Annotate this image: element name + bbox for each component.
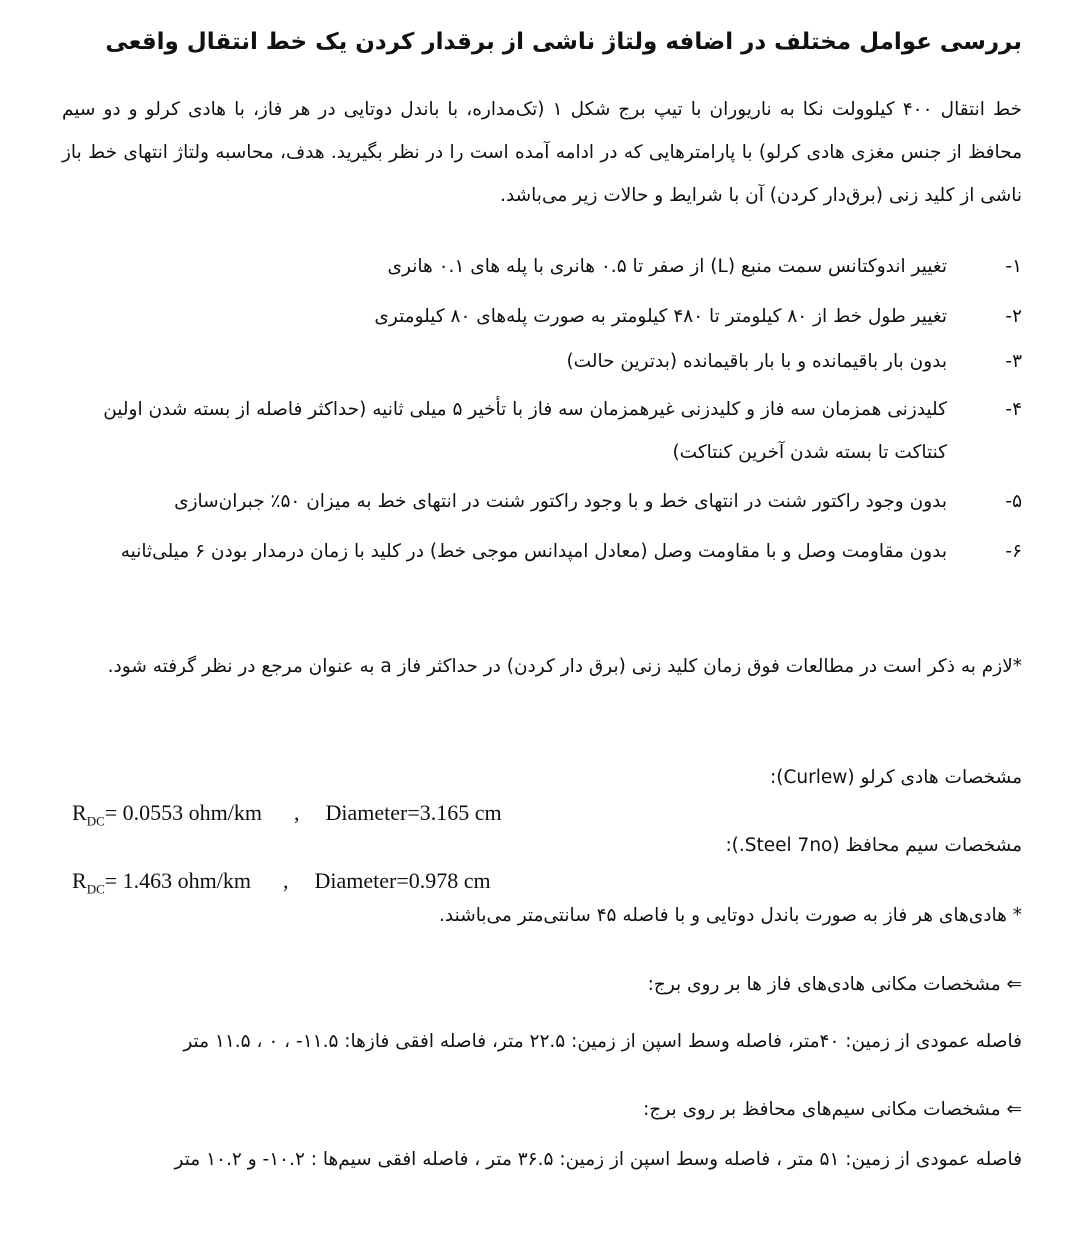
list-item-text: بدون مقاومت وصل و با مقاومت وصل (معادل امپدانس موجی خط) در کلید با زمان درمدار بودن ۶ میلی‌ثانیه [120, 541, 947, 562]
resistance-symbol: R [72, 868, 87, 893]
list-item [62, 340, 1022, 383]
ground-wire-resistance: = 1.463 ohm/km [104, 868, 251, 893]
ground-wire-diameter: Diameter=0.978 cm [314, 868, 491, 893]
separator: , [283, 868, 289, 893]
phase-position-details: فاصله عمودی از زمین: ۴۰متر، فاصله وسط اسپن از زمین: ۲۲.۵ متر، فاصله افقی فازها: ۱۱.۵- ، ۰ ، ۱۱.۵ متر [183, 1031, 1022, 1052]
list-item-text: تغییر طول خط از ۸۰ کیلومتر تا ۴۸۰ کیلومتر به صورت پله‌های ۸۰ کیلومتری [374, 306, 947, 327]
list-item [62, 388, 1022, 474]
list-item-number: ۶- [1005, 541, 1022, 562]
list-item [62, 295, 1022, 338]
list-item [62, 530, 1022, 573]
shield-position-details: فاصله عمودی از زمین: ۵۱ متر ، فاصله وسط اسپن از زمین: ۳۶.۵ متر ، فاصله افقی سیم‌ها : ۱۰.۲- و ۱۰.۲ متر [174, 1149, 1022, 1170]
shield-position-heading: ⇐ مشخصات مکانی سیم‌های محافظ بر روی برج: [643, 1099, 1022, 1120]
reference-note: *لازم به ذکر است در مطالعات فوق زمان کلید زنی (برق دار کردن) در حداکثر فاز a به عنوان مرجع در نظر گرفته شود. [107, 656, 1022, 677]
phase-position-heading: ⇐ مشخصات مکانی هادی‌های فاز ها بر روی برج: [647, 974, 1022, 995]
list-item-number: ۳- [1005, 351, 1022, 372]
list-item-number: ۱- [1005, 256, 1022, 277]
list-item-text: بدون وجود راکتور شنت در انتهای خط و با وجود راکتور شنت در انتهای خط به میزان ۵۰٪ جبران‌سازی [174, 491, 947, 512]
ground-wire-spec-label: مشخصات سیم محافظ (Steel 7no.): [725, 835, 1022, 856]
separator: , [294, 800, 300, 825]
intro-paragraph: خط انتقال ۴۰۰ کیلوولت نکا به ناریوران با تیپ برج شکل ۱ (تک‌مداره، با باندل دوتایی در هر فاز، با هادی کرلو و دو سیم محافظ از جنس مغزی هادی کرلو) با پارامترهایی که در ادامه آمده است را در نظر بگیرید. هدف، محاسبه ولتاژ انتهای خط باز ناشی از کلید زنی (برق‌دار کردن) آن با شرایط و حالات زیر می‌باشد. [62, 99, 1022, 206]
conductor-spec-label: مشخصات هادی کرلو (Curlew): [770, 767, 1022, 788]
resistance-subscript: DC [86, 881, 105, 897]
list-item-text: کلیدزنی همزمان سه فاز و کلیدزنی غیرهمزمان سه فاز با تأخیر ۵ میلی ثانیه (حداکثر فاصله از بسته شدن اولین کنتاکت تا بسته شدن آخرین کنتاکت) [103, 399, 947, 463]
bundle-note: * هادی‌های هر فاز به صورت باندل دوتایی و با فاصله ۴۵ سانتی‌متر می‌باشند. [439, 905, 1022, 926]
resistance-symbol: R [72, 800, 87, 825]
list-item-number: ۲- [1005, 306, 1022, 327]
list-item-text: بدون بار باقیمانده و با بار باقیمانده (بدترین حالت) [566, 351, 947, 372]
conductor-diameter: Diameter=3.165 cm [325, 800, 502, 825]
conductor-resistance: = 0.0553 ohm/km [104, 800, 262, 825]
list-item-number: ۴- [1005, 399, 1022, 420]
list-item [62, 480, 1022, 523]
resistance-subscript: DC [86, 813, 105, 829]
list-item [62, 245, 1022, 288]
list-item-number: ۵- [1005, 491, 1022, 512]
list-item-text: تغییر اندوکتانس سمت منبع (L) از صفر تا ۰.۵ هانری با پله های ۰.۱ هانری [387, 256, 947, 277]
document-title: بررسی عوامل مختلف در اضافه ولتاژ ناشی از برقدار کردن یک خط انتقال واقعی [105, 29, 1022, 55]
